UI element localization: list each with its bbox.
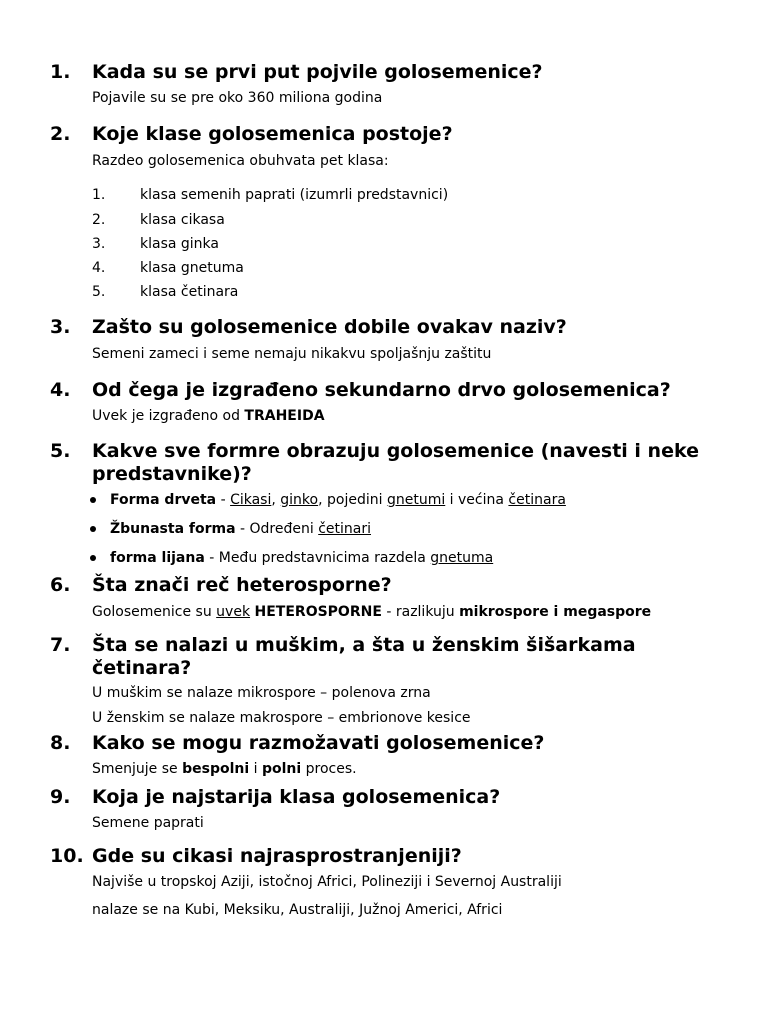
bullet-dot <box>90 526 96 532</box>
question-5-text: Kakve sve formre obrazuju golosemenice (navesti i neke predstavnike)? <box>92 440 699 485</box>
answer-2-intro: Razdeo golosemenica obuhvata pet klasa: <box>92 153 389 169</box>
question-7-text: Šta se nalazi u muškim, a šta u ženskim šišarkama četinara? <box>92 634 636 679</box>
bullet-dot <box>90 497 96 503</box>
answer-9: Semene paprati <box>92 815 204 831</box>
class-list-item: klasa gnetuma <box>140 260 244 276</box>
form-bullet-1: Forma drveta - Cikasi, ginko, pojedini gnetumi i većina četinara <box>110 492 566 508</box>
question-9-text: Koja je najstarija klasa golosemenica? <box>92 786 501 808</box>
question-2-number: 2. <box>50 123 71 145</box>
answer-10-line-2: nalaze se na Kubi, Meksiku, Australiji, Južnoj Americi, Africi <box>92 902 503 918</box>
class-list-item: klasa ginka <box>140 236 219 252</box>
answer-7-line-2: U ženskim se nalaze makrospore – embrionove kesice <box>92 710 471 726</box>
question-8-number: 8. <box>50 732 71 754</box>
question-10-number: 10. <box>50 845 84 867</box>
bullet-dot <box>90 555 96 561</box>
class-list-number: 5. <box>92 284 106 300</box>
answer-4-bold: TRAHEIDA <box>244 408 325 424</box>
answer-3: Semeni zameci i seme nemaju nikakvu spoljašnju zaštitu <box>92 346 492 362</box>
question-8-text: Kako se mogu razmožavati golosemenice? <box>92 732 545 754</box>
answer-6: Golosemenice su uvek HETEROSPORNE - razlikuju mikrospore i megaspore <box>92 604 652 620</box>
class-list-item: klasa četinara <box>140 284 239 300</box>
answer-10-line-1: Najviše u tropskoj Aziji, istočnoj Africi, Polineziji i Severnoj Australiji <box>92 874 562 890</box>
form-bullet-3: forma lijana - Među predstavnicima razdela gnetuma <box>110 550 494 566</box>
class-list-number: 1. <box>92 187 106 203</box>
question-6-number: 6. <box>50 574 71 596</box>
answer-4-prefix: Uvek je izgrađeno od <box>92 408 245 424</box>
question-9-number: 9. <box>50 786 71 808</box>
class-list-number: 4. <box>92 260 106 276</box>
question-2-text: Koje klase golosemenica postoje? <box>92 123 453 145</box>
question-10-text: Gde su cikasi najrasprostranjeniji? <box>92 845 462 867</box>
question-6-text: Šta znači reč heterosporne? <box>92 574 392 596</box>
class-list-item: klasa cikasa <box>140 212 225 228</box>
question-3-number: 3. <box>50 316 71 338</box>
question-4-number: 4. <box>50 379 71 401</box>
form-bullet-2: Žbunasta forma - Određeni četinari <box>110 521 371 537</box>
question-4-text: Od čega je izgrađeno sekundarno drvo golosemenica? <box>92 379 671 401</box>
question-5-number: 5. <box>50 440 71 462</box>
answer-4 <box>92 407 732 425</box>
question-3-text: Zašto su golosemenice dobile ovakav naziv? <box>92 316 567 338</box>
class-list-number: 3. <box>92 236 106 252</box>
class-list-number: 2. <box>92 212 106 228</box>
answer-8: Smenjuje se bespolni i polni proces. <box>92 761 357 777</box>
question-1-number: 1. <box>50 61 71 83</box>
answer-7-line-1: U muškim se nalaze mikrospore – polenova zrna <box>92 685 431 701</box>
question-7-number: 7. <box>50 634 71 656</box>
question-1-text: Kada su se prvi put pojvile golosemenice? <box>92 61 543 83</box>
answer-1: Pojavile su se pre oko 360 miliona godina <box>92 90 383 106</box>
class-list-item: klasa semenih paprati (izumrli predstavnici) <box>140 187 449 203</box>
